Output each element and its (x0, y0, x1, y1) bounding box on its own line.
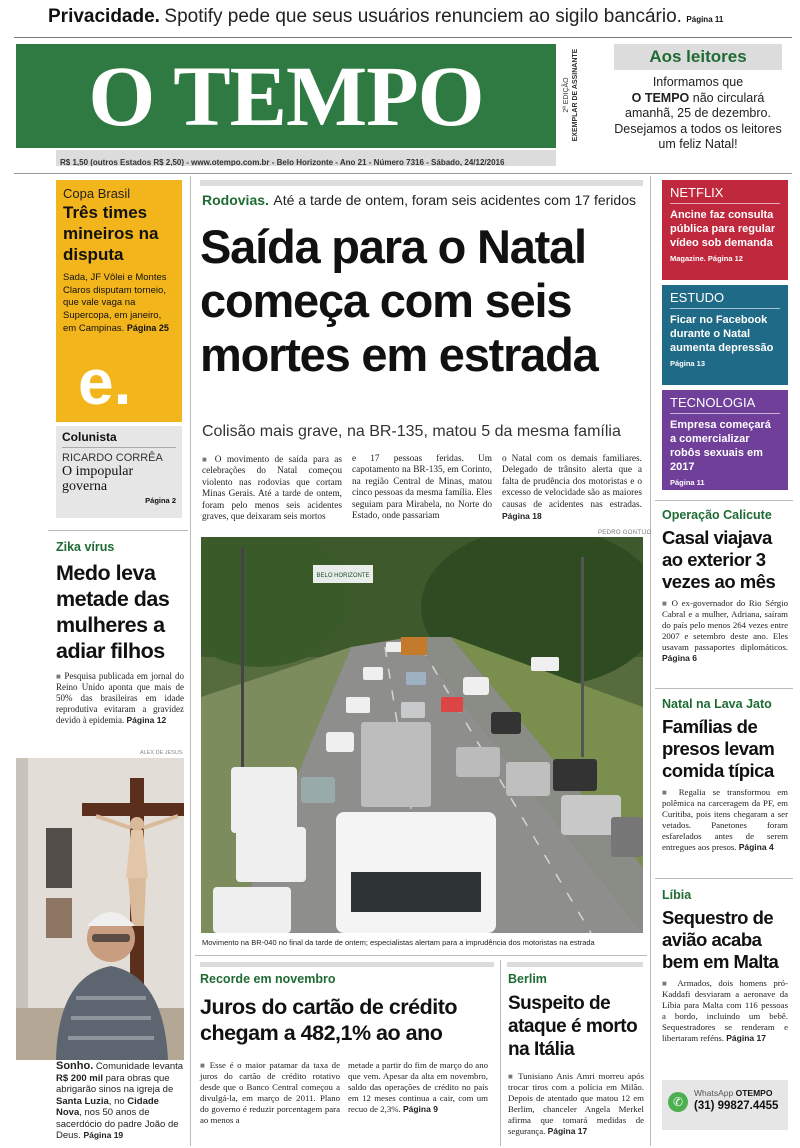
berlin-page: Página 17 (547, 1126, 588, 1136)
zika-page: Página 12 (126, 715, 167, 725)
whatsapp-icon: ✆ (668, 1092, 688, 1112)
estudo-text: Ficar no Facebook durante o Natal aumenta depressão (670, 314, 774, 354)
netflix-kicker: NETFLIX (670, 185, 780, 204)
netflix-text: Ancine faz consulta pública para regular vídeo sob demanda (670, 209, 776, 249)
estudo-kicker: ESTUDO (670, 290, 780, 309)
readers-notice-title: Aos leitores (614, 44, 782, 70)
priest-caption-label: Sonho. (56, 1060, 94, 1072)
priest-caption-amount: R$ 200 mil (56, 1072, 103, 1084)
subscriber-label: EXEMPLAR DE ASSINANTE (572, 48, 579, 142)
banner-page: Página 11 (686, 15, 724, 24)
sports-promo-headline: Três times mineiros na disputa (63, 203, 159, 264)
priest-caption-text-b: para obras que abrigarão sinos na igreja de (56, 1072, 174, 1095)
masthead-info-text: R$ 1,50 (outros Estados R$ 2,50) - www.otempo.com.br - Belo Horizonte - Ano 21 - Número 7316 - Sábado, 24/12/2016 (60, 158, 505, 166)
priest-photo-credit: ALEX DE JESUS (140, 750, 183, 756)
interest-story[interactable] (200, 972, 494, 1142)
priest-caption[interactable] (56, 1061, 186, 1142)
main-page: Página 18 (502, 511, 542, 522)
top-banner[interactable] (48, 6, 788, 34)
columnist-box[interactable] (56, 426, 182, 518)
main-col-2: e 17 pessoas feridas. Um capotamento na BR-135, em Corinto, na região Central de Minas, matou cinco pessoas da mesma família. Eles seguiam para Mirabela, no Norte do Estado, onde passariam (352, 454, 492, 522)
calicute-kicker: Operação Calicute (662, 508, 772, 522)
right-box-netflix[interactable] (662, 180, 788, 280)
calicute-text: ■ O ex-governador do Rio Sérgio Cabral e a mulher, Adriana, saíram do país pelo menos 264 vezes entre 2007 e setembro deste ano. Eles usavam passaportes diplomáticos. (662, 598, 788, 652)
highway-photo (201, 537, 643, 933)
libia-story[interactable] (662, 888, 788, 1044)
readers-notice-brand: O TEMPO (631, 90, 690, 105)
main-headline-line-3: mortes em estrada (200, 328, 598, 381)
masthead-logo-bar (16, 44, 556, 148)
edition-label: 2ª EDIÇÃO (563, 77, 570, 113)
readers-notice-text-a: Informamos que (652, 75, 744, 89)
main-story-kicker-line (202, 192, 642, 210)
whatsapp-brand: OTEMPO (735, 1088, 773, 1098)
sports-promo-page: Página 25 (126, 323, 169, 333)
interest-kicker: Recorde em novembro (200, 972, 336, 986)
tecnologia-text: Empresa começará a comercializar robôs sexuais em 2017 (670, 419, 771, 473)
columnist-title: O impopular governa (62, 464, 134, 494)
priest-illustration (16, 758, 184, 1060)
zika-text: ■ Pesquisa publicada em jornal do Reino Unido aponta que mais de 50% das brasileiras em idade reprodutiva evitaram a gravidez devido à epidemia. (56, 671, 184, 725)
calicute-headline: Casal viajava ao exterior 3 vezes ao mês (662, 527, 776, 592)
berlin-headline: Suspeito de ataque é morto na Itália (508, 993, 638, 1060)
priest-caption-text-d: , nos 50 anos de sacerdócio do padre João de Deus. (56, 1107, 179, 1141)
lavajato-story[interactable] (662, 697, 788, 853)
lavajato-headline: Famílias de presos levam comida típica (662, 716, 775, 781)
edition-vertical (556, 44, 586, 154)
right-box-tecnologia[interactable] (662, 390, 788, 490)
interest-col-1: ■ Esse é o maior patamar da taxa de juros do cartão de crédito rotativo desde que o Banco Central começou a divulgá-la, em março de 2011. Plano do governo é reduzir porcentagem para ao menos a (200, 1060, 340, 1125)
libia-headline: Sequestro de avião acaba bem em Malta (662, 907, 779, 972)
berlin-story[interactable] (508, 972, 644, 1137)
libia-kicker: Líbia (662, 888, 692, 902)
priest-caption-place2: Cidade Nova (56, 1095, 159, 1118)
main-photo-credit: PEDRO GONTIJO (598, 530, 652, 536)
tecnologia-kicker: TECNOLOGIA (670, 395, 780, 414)
masthead-info-line (56, 150, 556, 166)
netflix-page: Magazine. Página 12 (670, 254, 743, 263)
main-headline[interactable] (200, 220, 646, 382)
priest-caption-place: Santa Luzia (56, 1095, 109, 1107)
main-col-1: ■ O movimento de saída para as celebrações do Natal começou violento nas rodovias que cortam Minas Gerais. Até a tarde de ontem, foram pelo menos seis acidentes graves, que deixaram seis mortos (202, 455, 342, 522)
priest-photo (16, 758, 184, 1060)
banner-label: Privacidade. (48, 6, 160, 27)
zika-kicker: Zika vírus (56, 540, 115, 554)
main-headline-line-1: Saída para o Natal (200, 220, 586, 273)
e-logo: e. (78, 346, 132, 418)
main-section: Rodovias. (202, 192, 269, 208)
lavajato-page: Página 4 (738, 842, 774, 852)
main-col-3: o Natal com os demais familiares. Delegado de trânsito alerta que a falta de prudência dos motoristas e o excesso de velocidade são as maiores causas de acidentes nas estradas. (502, 454, 642, 510)
lavajato-kicker: Natal na Lava Jato (662, 697, 772, 711)
zika-story[interactable] (56, 540, 184, 740)
main-headline-line-2: começa com seis (200, 274, 572, 327)
readers-notice[interactable] (612, 44, 784, 166)
main-subhead: Colisão mais grave, na BR-135, matou 5 da mesma família (202, 423, 621, 440)
whatsapp-box[interactable] (662, 1080, 788, 1130)
readers-notice-text-b: não circulará amanhã, 25 de dezembro. Desejamos a todos os leitores um feliz Natal! (614, 90, 782, 151)
main-photo-caption: Movimento na BR-040 no final da tarde de ontem; especialistas alertam para a imprudência dos motoristas na estrada (202, 938, 595, 947)
interest-page: Página 9 (402, 1104, 438, 1114)
berlin-kicker: Berlim (508, 972, 547, 986)
whatsapp-label: WhatsApp (694, 1088, 734, 1098)
banner-text: Spotify pede que seus usuários renunciem ao sigilo bancário. (164, 6, 682, 27)
libia-text: ■ Armados, dois homens pró-Kaddafi desviaram a aeronave da Líbia para Malta com 116 pessoas a bordo, incluindo um bebê. Sequestradores se renderam e libertaram reféns. (662, 978, 788, 1043)
interest-col-2: metade a partir do fim de março do ano que vem. Apesar da alta em novembro, saldo das operações de crédito no país em 12 meses continua a cair, com um recuo de 2,3%. (348, 1060, 488, 1114)
columnist-page: Página 2 (145, 496, 176, 505)
columnist-label: Colunista (62, 430, 176, 448)
tecnologia-page: Página 11 (670, 478, 705, 487)
sports-promo-kicker: Copa Brasil (63, 186, 131, 201)
columnist-name: RICARDO CORRÊA (62, 452, 163, 464)
priest-caption-text-c: , no (108, 1095, 125, 1107)
newspaper-logo: O TEMPO (88, 48, 484, 144)
estudo-page: Página 13 (670, 359, 706, 368)
lavajato-text: ■ Regalia se transformou em polêmica na carceragem da PF, em Curitiba, pois itens chegaram a ser vetados. Panetones foram esfarelados antes de serem entregues aos presos. (662, 787, 788, 852)
right-box-estudo[interactable] (662, 285, 788, 385)
whatsapp-number: (31) 99827.4455 (694, 1100, 779, 1112)
interest-headline: Juros do cartão de crédito chegam a 482,1% ao ano (200, 995, 458, 1045)
sports-promo-text: Sada, JF Vôlei e Montes Claros disputam torneio, que vale vaga na Supercopa, em janeiro, em Campinas. (63, 272, 167, 334)
priest-caption-page: Página 19 (83, 1130, 124, 1140)
zika-headline: Medo leva metade das mulheres a adiar filhos (56, 561, 170, 663)
road-sign-text: BELO HORIZONTE (316, 573, 370, 579)
priest-caption-text-a: Comunidade levanta (95, 1061, 184, 1072)
libia-page: Página 17 (726, 1033, 766, 1043)
calicute-story[interactable] (662, 508, 788, 664)
calicute-page: Página 6 (662, 653, 697, 663)
main-kicker: Até a tarde de ontem, foram seis acidentes com 17 feridos (273, 192, 636, 208)
sports-promo[interactable] (56, 180, 182, 422)
highway-illustration (201, 537, 643, 933)
berlin-text: ■ Tunisiano Anis Amri morreu após trocar tiros com a polícia em Milão. Depois de atentado que matou 12 em Berlim, chanceler Angela Merkel afirma que tomará medidas de segurança. (508, 1071, 644, 1136)
